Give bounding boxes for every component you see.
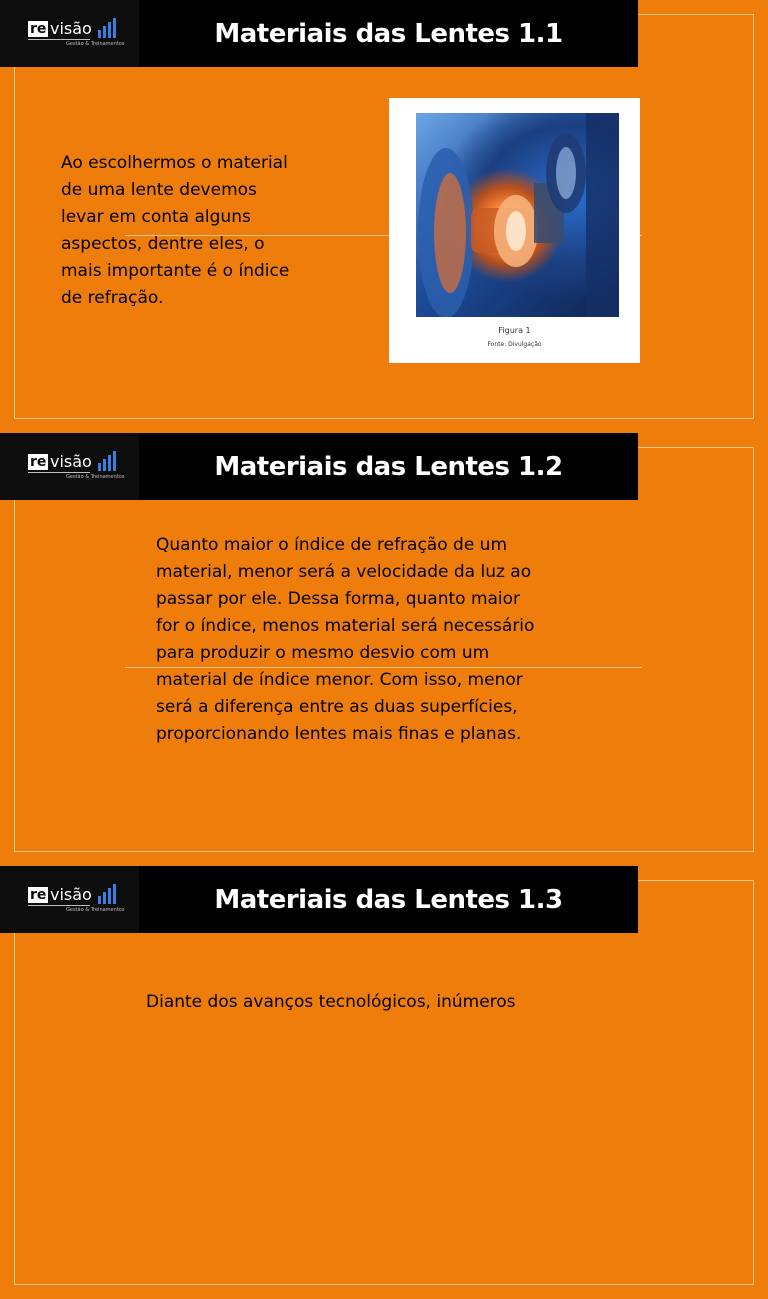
- logo-tagline: Gestão & Treinamentos: [66, 41, 125, 47]
- title-bar: [139, 0, 638, 67]
- logo: [0, 866, 139, 933]
- slide-3: [0, 866, 768, 1299]
- logo-tagline: Gestão & Treinamentos: [66, 474, 125, 480]
- logo-tagline: Gestão & Treinamentos: [66, 907, 125, 913]
- logo-visao: visão: [50, 885, 92, 904]
- title-bar: [139, 866, 638, 933]
- title-bar: [139, 433, 638, 500]
- slide-title: Materiais das Lentes 1.2: [214, 451, 563, 482]
- logo: [0, 0, 139, 67]
- logo-bars-icon: [98, 18, 116, 38]
- logo-rule: [28, 472, 90, 473]
- slide-frame: [14, 880, 754, 1285]
- logo-bars-icon: [98, 451, 116, 471]
- slide-body: Diante dos avanços tecnológicos, inúmeros: [146, 992, 516, 1012]
- lens-machine-photo: [416, 113, 619, 317]
- logo-visao: visão: [50, 452, 92, 471]
- logo-re: re: [30, 21, 47, 37]
- slide-body: Ao escolhermos o material de uma lente devemos levar em conta alguns aspectos, dentre eles, o mais importante é o índice de refração.: [61, 153, 290, 308]
- logo-re: re: [30, 887, 47, 903]
- figure-source: Fonte: Divulgação: [487, 341, 542, 348]
- logo-bars-icon: [98, 884, 116, 904]
- logo-rule: [28, 905, 90, 906]
- logo: [0, 433, 139, 500]
- slide-body: Quanto maior o índice de refração de um material, menor será a velocidade da luz ao passar por ele. Dessa forma, quanto maior for o índice, menos material será necessário para produzir o mesmo desvio com um material de índice menor. Com isso, menor será a diferença entre as duas superfícies, proporcionando lentes mais finas e planas.: [156, 535, 535, 744]
- figure: [389, 98, 640, 363]
- slide-title: Materiais das Lentes 1.3: [214, 884, 563, 915]
- slide-1: [0, 0, 768, 433]
- slide-2: [0, 433, 768, 866]
- slide-title: Materiais das Lentes 1.1: [214, 18, 563, 49]
- logo-rule: [28, 39, 90, 40]
- figure-caption: Figura 1: [498, 326, 531, 335]
- logo-visao: visão: [50, 19, 92, 38]
- logo-re: re: [30, 454, 47, 470]
